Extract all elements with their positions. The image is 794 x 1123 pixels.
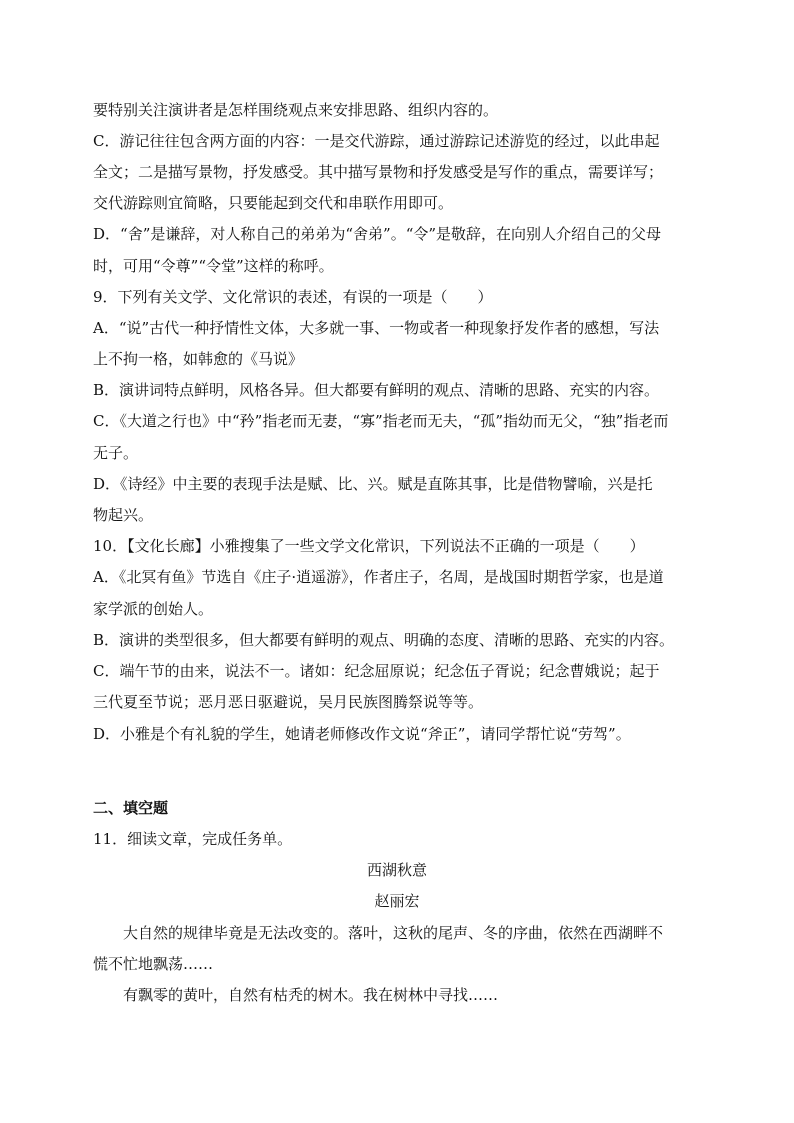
option-d-line: D．小雅是个有礼貌的学生，她请老师修改作文说“斧正”，请同学帮忙说“劳驾”。	[93, 725, 631, 743]
essay-title: 西湖秋意	[366, 861, 427, 879]
text-line: 交代游踪则宜简略，只要能起到交代和串联作用即可。	[93, 194, 454, 212]
option-a-line: A．“说”古代一种抒情性文体，大多就一事、一物或者一种现象抒发作者的感想，写法	[93, 319, 660, 337]
option-d-line: 物起兴。	[93, 506, 154, 524]
option-c-line: 无子。	[93, 444, 139, 462]
text-line: C．游记往往包含两方面的内容：一是交代游踪，通过游踪记述游览的经过，以此串起	[93, 132, 660, 150]
question-10-stem: 10．【文化长廊】小雅搜集了一些文学文化常识，下列说法不正确的一项是（ ）	[93, 537, 645, 555]
essay-paragraph-line: 大自然的规律毕竟是无法改变的。落叶，这秋的尾声、冬的序曲，依然在西湖畔不	[123, 924, 664, 942]
option-a-line: A．《北冥有鱼》节选自《庄子·逍遥游》，作者庄子，名周，是战国时期哲学家，也是道	[93, 568, 664, 586]
question-11-stem: 11．细读文章，完成任务单。	[93, 830, 293, 848]
text-line: 全文；二是描写景物，抒发感受。其中描写景物和抒发感受是写作的重点，需要详写；	[93, 163, 664, 181]
option-d-line: D．《诗经》中主要的表现手法是赋、比、兴。赋是直陈其事，比是借物譬喻，兴是托	[93, 475, 653, 493]
option-b-line: B．演讲的类型很多，但大都要有鲜明的观点、明确的态度、清晰的思路、充实的内容。	[93, 631, 675, 649]
option-c-line: 三代夏至节说；恶月恶日驱避说，吴月民族图腾祭说等等。	[93, 693, 484, 711]
option-a-line: 上不拘一格，如韩愈的《马说》	[93, 350, 304, 368]
option-c-line: C．《大道之行也》中“矜”指老而无妻，“寡”指老而无夫，“孤”指幼而无父，“独”指老而	[93, 412, 669, 430]
option-c-line: C．端午节的由来，说法不一。诸如：纪念屈原说；纪念伍子胥说；纪念曹娥说；起于	[93, 662, 660, 680]
section-title: 二、填空题	[93, 799, 169, 817]
option-a-line: 家学派的创始人。	[93, 600, 214, 618]
essay-paragraph-line: 慌不忙地飘荡……	[93, 955, 214, 973]
essay-paragraph-line: 有飘零的黄叶，自然有枯秃的树木。我在树林中寻找……	[123, 986, 499, 1004]
essay-author: 赵丽宏	[374, 892, 420, 910]
text-line: 时，可用“令尊”“令堂”这样的称呼。	[93, 257, 334, 275]
option-b-line: B．演讲词特点鲜明，风格各异。但大都要有鲜明的观点、清晰的思路、充实的内容。	[93, 381, 660, 399]
text-line: 要特别关注演讲者是怎样围绕观点来安排思路、组织内容的。	[93, 101, 499, 119]
text-line: D．“舍”是谦辞，对人称自己的弟弟为“舍弟”。“令”是敬辞，在向别人介绍自己的父母	[93, 225, 662, 243]
question-9-stem: 9．下列有关文学、文化常识的表述，有误的一项是（ ）	[93, 288, 493, 306]
